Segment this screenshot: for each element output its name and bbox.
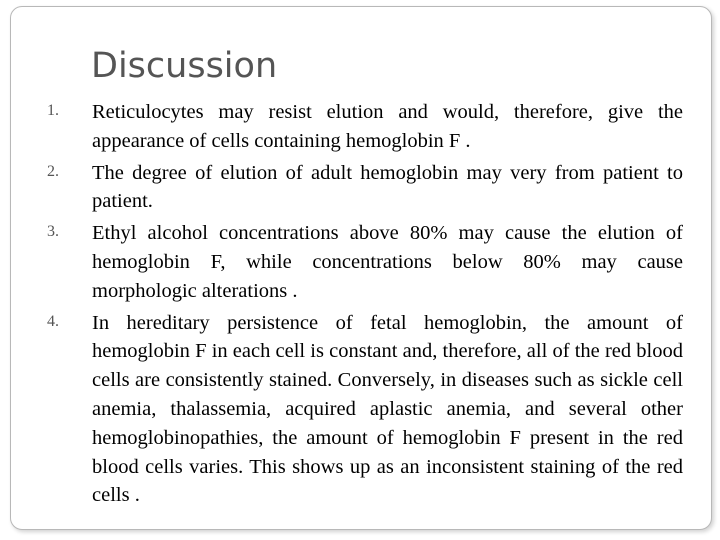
list-item-number: 2. xyxy=(47,162,59,180)
slide-frame xyxy=(10,6,712,530)
list-item-text: In hereditary persistence of fetal hemoglobin, the amount of hemoglobin F in each cell is constant and, therefore, all of the red blood cells are consistently stained. Conversely, in diseases such as sickle cell anemia, thalassemia, acquired aplastic anemia, and several other hemoglobinopathies, the amount of hemoglobin F present in the red blood cells varies. This shows up as an inconsistent staining of the red cells . xyxy=(92,311,683,507)
list-item-text: The degree of elution of adult hemoglobin may very from patient to patient. xyxy=(92,161,683,213)
list-item xyxy=(47,98,683,156)
list-item-number: 4. xyxy=(47,312,59,330)
list-item-number: 3. xyxy=(47,223,59,241)
list-item xyxy=(47,159,683,217)
slide-title: Discussion xyxy=(91,46,278,86)
list-item xyxy=(47,219,683,305)
list-item-text: Reticulocytes may resist elution and would, therefore, give the appearance of cells containing hemoglobin F . xyxy=(92,101,683,152)
list-item-number: 1. xyxy=(47,102,59,119)
list-item-text: Ethyl alcohol concentrations above 80% may cause the elution of hemoglobin F, while concentrations below 80% may cause morphologic alterations . xyxy=(92,222,683,302)
discussion-list xyxy=(47,98,683,513)
list-item xyxy=(47,309,683,511)
